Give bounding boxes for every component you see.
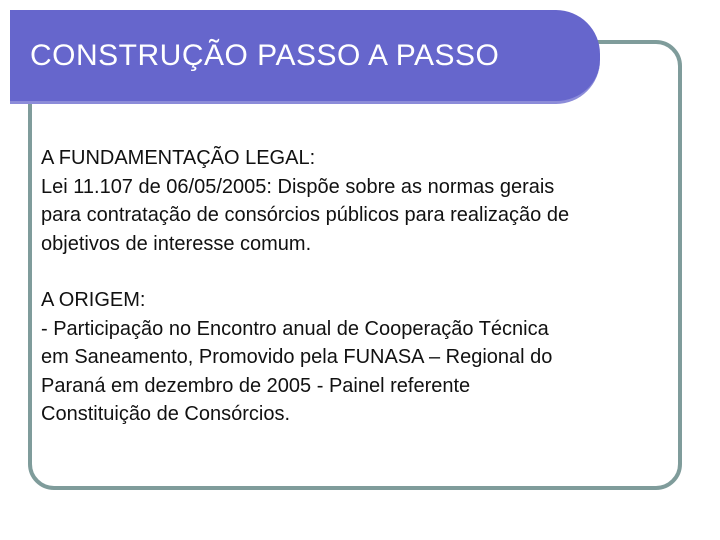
section-origin <box>41 286 681 429</box>
section-heading <box>41 286 681 315</box>
section-line: em Saneamento, Promovido pela FUNASA – Regional do <box>41 346 553 368</box>
section-heading-label: A ORIGEM: <box>41 289 146 311</box>
section-line: objetivos de interesse comum. <box>41 232 312 255</box>
section-line: Lei 11.107 de 06/05/2005: Dispõe sobre as normas gerais <box>41 175 555 198</box>
section-line: para contratação de consórcios públicos para realização de <box>41 204 570 226</box>
slide-content <box>41 144 681 429</box>
section-heading-suffix: : <box>309 147 316 169</box>
title-bar <box>10 10 600 104</box>
slide-title: CONSTRUÇÃO PASSO A PASSO <box>30 38 500 72</box>
section-line: Constituição de Consórcios. <box>41 403 291 425</box>
section-line: - Participação no Encontro anual de Cooperação Técnica <box>41 317 549 340</box>
section-heading <box>41 144 681 173</box>
section-legal <box>41 144 681 258</box>
section-heading-label: A FUNDAMENTAÇÃO LEGAL <box>41 147 310 169</box>
section-line: Paraná em dezembro de 2005 - Painel referente <box>41 374 471 397</box>
